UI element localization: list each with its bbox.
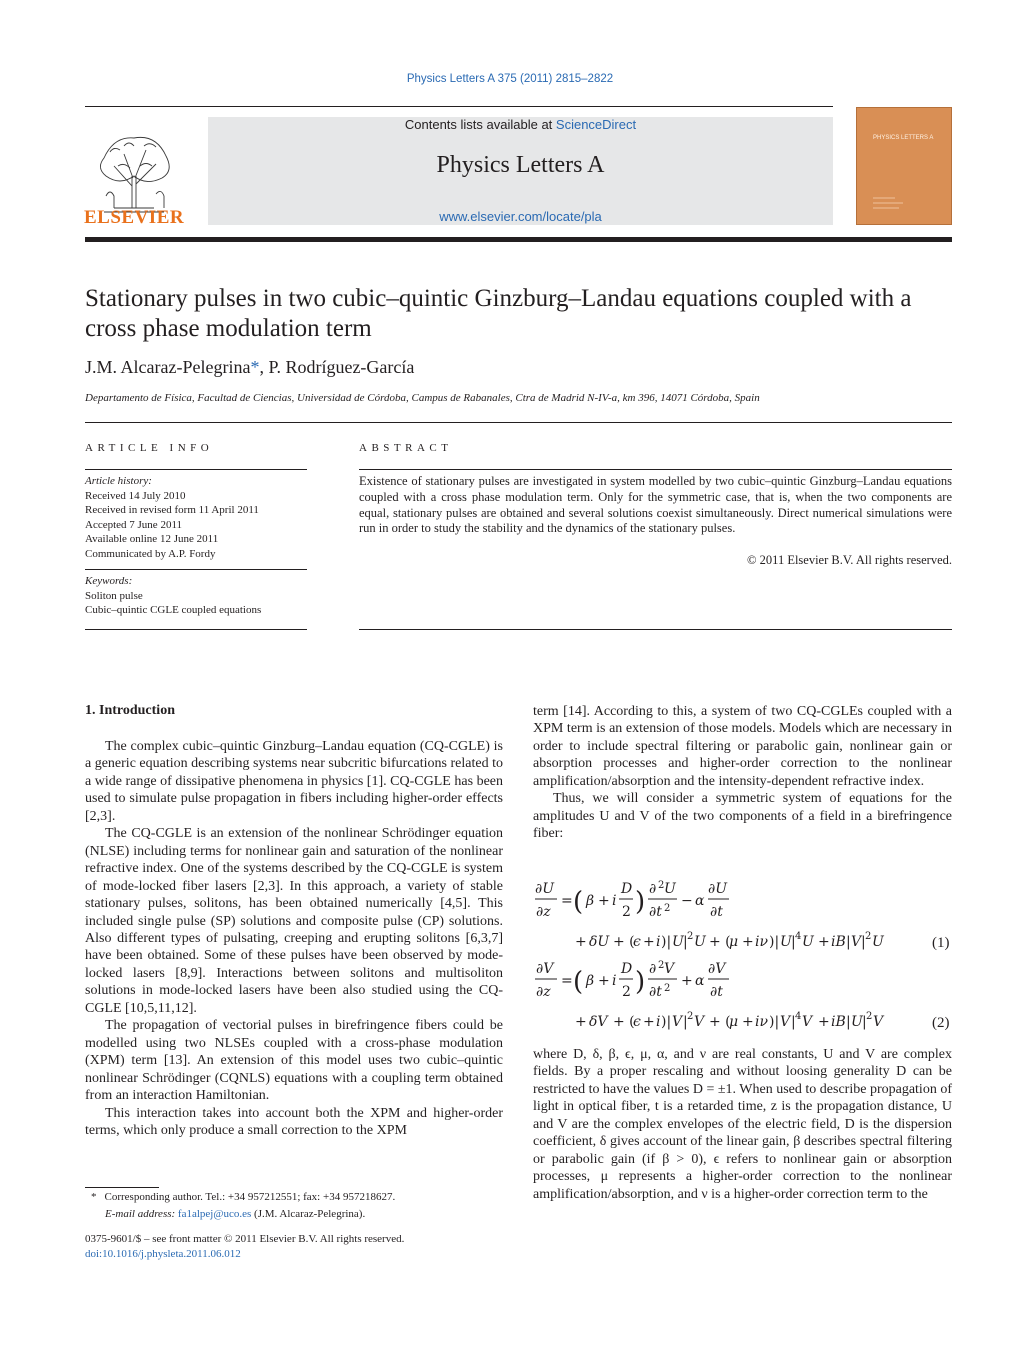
- svg-text:(: (: [573, 887, 584, 917]
- svg-text:+: +: [818, 934, 830, 950]
- svg-text:|: |: [683, 934, 688, 950]
- svg-text:∂V: ∂V: [708, 961, 726, 977]
- right-column-bottom: [533, 1046, 952, 1203]
- article-title: Stationary pulses in two cubic–quintic Ginzburg–Landau equations coupled with a cross phase modulation term: [85, 285, 912, 342]
- svg-text:): ): [635, 887, 646, 917]
- svg-text:V: V: [802, 1014, 813, 1030]
- svg-text:∂t: ∂t: [649, 984, 662, 1000]
- keyword: Soliton pulse: [85, 589, 143, 602]
- right-column-top: [533, 703, 952, 843]
- footnote-mark: *: [91, 1191, 97, 1203]
- divider: [85, 569, 307, 570]
- svg-text:i: i: [656, 1014, 661, 1030]
- abstract-heading: ABSTRACT: [359, 442, 453, 454]
- svg-text:2: 2: [664, 983, 671, 994]
- svg-text:V: V: [694, 1014, 705, 1030]
- svg-text:=: =: [561, 893, 573, 909]
- svg-text:+: +: [575, 1014, 587, 1030]
- svg-text:2: 2: [622, 984, 631, 1000]
- equation-1: [533, 878, 953, 960]
- journal-reference[interactable]: Physics Letters A 375 (2011) 2815–2822: [406, 73, 614, 85]
- paragraph: This interaction takes into account both the XPM and higher-order terms, which only produce a small correction to the XPM: [85, 1105, 503, 1138]
- svg-text:−: −: [681, 893, 693, 909]
- history-item: Received in revised form 11 April 2011: [85, 504, 259, 516]
- svg-text:)|: )|: [769, 934, 780, 950]
- svg-text:U: U: [694, 934, 706, 950]
- paragraph: where D, δ, β, ϵ, μ, α, and ν are real constants, U and V are complex fields. By a proper rescaling and without loosing generality D can be restricted to have the values D = ±1. When used to describe propagation of light in optical fiber, t is a retarded time, z is the propagation distance, U and V are the complex envelopes of the electric field, D is the dispersion coefficient, δ gives account of the linear gain, β describes spectral filtering or parabolic gain (if β > 0), ϵ refers to nonlinear gain or absorption processes, μ represents a higher-order correction to the nonlinear amplification/absorption, and ν is a higher-order correction term to the: [533, 1047, 952, 1202]
- svg-text:U: U: [780, 934, 792, 950]
- svg-text:|: |: [791, 1014, 796, 1030]
- svg-text:i: i: [612, 893, 617, 909]
- svg-text:δV: δV: [589, 1014, 608, 1030]
- history-label: Article history:: [85, 475, 152, 487]
- svg-text:+: +: [742, 1014, 754, 1030]
- svg-text:=: =: [561, 973, 573, 989]
- keywords-label: Keywords:: [85, 575, 133, 587]
- svg-text:V: V: [851, 934, 862, 950]
- author-name[interactable]: J.M. Alcaraz-Pelegrina: [85, 357, 251, 377]
- svg-text:)|: )|: [661, 934, 672, 950]
- svg-text:ϵ: ϵ: [633, 1014, 641, 1030]
- svg-text:+: +: [575, 934, 587, 950]
- author-list: [85, 357, 414, 378]
- svg-text:+: +: [643, 1014, 655, 1030]
- svg-text:(: (: [573, 967, 584, 997]
- front-matter-info: [85, 1232, 404, 1261]
- paragraph: Thus, we will consider a symmetric system of equations for the amplitudes U and V of the two components of a field in a birefringence fiber:: [533, 791, 952, 842]
- divider: [359, 629, 952, 630]
- paragraph: The complex cubic–quintic Ginzburg–Landau equation (CQ-CGLE) is a generic equation describing systems near subcritic bifurcations related to a wide range of dissipative phenomena in physics [1]. CQ-CGLE has been used to simulate pulse propagation in fibers including higher-order effects [2,3].: [85, 739, 503, 824]
- corresponding-author-mark[interactable]: *: [250, 357, 260, 377]
- svg-text:+: +: [598, 973, 610, 989]
- doi-link[interactable]: doi:10.1016/j.physleta.2011.06.012: [85, 1247, 241, 1260]
- article-history: [85, 474, 259, 561]
- email-suffix: (J.M. Alcaraz-Pelegrina).: [251, 1207, 366, 1220]
- svg-text:U: U: [872, 934, 884, 950]
- svg-text:∂: ∂: [649, 961, 657, 977]
- footnote-contact: Corresponding author. Tel.: +34 957212551; fax: +34 957218627.: [104, 1191, 396, 1203]
- svg-text:|: |: [862, 1014, 867, 1030]
- header-top-rule: [85, 106, 833, 107]
- divider: [85, 422, 952, 423]
- equation-number: (1): [932, 935, 950, 951]
- paragraph: term [14]. According to this, a system of two CQ-CGLEs coupled with a XPM term is an extension of those models. Models which are necessary in order to include spectral filtering or parabolic gain, nonlinear gain or absorption processes and higher-order correction to the nonlinear amplification/absorption and the intensity-dependent refractive index.: [533, 704, 952, 789]
- svg-text:2: 2: [664, 903, 671, 914]
- equation-number: (2): [932, 1015, 950, 1031]
- history-item: Available online 12 June 2011: [85, 533, 219, 545]
- footnote-email-line: [85, 1206, 505, 1223]
- footnote: [85, 1189, 505, 1222]
- footnote-rule: [85, 1187, 159, 1188]
- svg-text:+ (: + (: [709, 1014, 731, 1030]
- svg-text:∂z: ∂z: [536, 904, 551, 920]
- svg-text:+ (: + (: [709, 934, 731, 950]
- header-thick-rule: [85, 237, 952, 242]
- svg-text:δU: δU: [589, 934, 610, 950]
- svg-text:|: |: [791, 934, 796, 950]
- history-item: Received 14 July 2010: [85, 489, 186, 502]
- svg-text:)|: )|: [661, 1014, 672, 1030]
- svg-text:): ): [635, 967, 646, 997]
- contents-line: [208, 117, 833, 132]
- cover-title: PHYSICS LETTERS A: [873, 135, 934, 141]
- cover-text-lines: [873, 195, 913, 215]
- svg-text:∂t: ∂t: [710, 984, 723, 1000]
- issn-line: 0375-9601/$ – see front matter © 2011 Elsevier B.V. All rights reserved.: [85, 1233, 405, 1245]
- paragraph: The CQ-CGLE is an extension of the nonlinear Schrödinger equation (NLSE) including terms for nonlinear gain and saturation of the nonlinear refractive index. One of the systems described by the CQ-CGLE is system of mode-locked fiber lasers [2,3]. In this approach, a variety of stable stationary pulses, solitons, has been obtained numerically [4,5]. This included single pulse (SP) solutions and composite pulse (CP) solutions. Also different types of pulsating, creeping and erupting solitons [6,3,7] have been obtained. Some of these pulses have been observed by mode-locked lasers [8,9]. Interactions between solitons and multisoliton solutions in mode-locked lasers have been also studied using the CQ-CGLE [10,5,11,12].: [85, 826, 503, 1016]
- svg-text:∂: ∂: [649, 881, 657, 897]
- svg-text:+: +: [818, 1014, 830, 1030]
- svg-text:2: 2: [865, 931, 872, 942]
- svg-text:U: U: [802, 934, 814, 950]
- svg-text:+: +: [598, 893, 610, 909]
- svg-text:U: U: [664, 881, 676, 897]
- svg-text:|: |: [683, 1014, 688, 1030]
- email-link[interactable]: fa1alpej@uco.es: [177, 1207, 252, 1220]
- svg-text:iB: iB: [831, 1014, 846, 1030]
- history-item: Accepted 7 June 2011: [85, 518, 183, 531]
- svg-text:V: V: [664, 961, 675, 977]
- svg-text:μ: μ: [729, 1014, 739, 1030]
- svg-text:V: V: [873, 1014, 884, 1030]
- svg-text:α: α: [695, 893, 705, 909]
- svg-text:μ: μ: [729, 934, 739, 950]
- svg-text:iν: iν: [755, 1014, 768, 1030]
- history-item: Communicated by A.P. Fordy: [85, 547, 216, 560]
- svg-text:2: 2: [687, 1011, 694, 1022]
- svg-text:∂V: ∂V: [536, 961, 554, 977]
- svg-text:D: D: [621, 881, 633, 897]
- section-heading: 1. Introduction: [85, 703, 175, 718]
- author-separator: ,: [259, 357, 269, 377]
- footnote-line: [85, 1189, 505, 1206]
- svg-text:2: 2: [658, 880, 665, 891]
- sciencedirect-link[interactable]: ScienceDirect: [555, 117, 637, 132]
- equation-2: [533, 958, 953, 1040]
- svg-text:i: i: [656, 934, 661, 950]
- svg-text:U: U: [672, 934, 684, 950]
- svg-text:|: |: [846, 1014, 851, 1030]
- svg-text:∂U: ∂U: [535, 881, 555, 897]
- svg-text:V: V: [672, 1014, 683, 1030]
- svg-text:i: i: [612, 973, 617, 989]
- svg-text:+: +: [681, 973, 693, 989]
- svg-text:β: β: [586, 973, 595, 989]
- svg-text:4: 4: [795, 1011, 802, 1022]
- svg-text:∂t: ∂t: [710, 904, 723, 920]
- svg-text:iB: iB: [831, 934, 846, 950]
- svg-text:α: α: [695, 973, 705, 989]
- divider: [85, 469, 307, 470]
- svg-text:2: 2: [658, 960, 665, 971]
- journal-url-link[interactable]: www.elsevier.com/locate/pla: [439, 209, 602, 224]
- keyword: Cubic–quintic CGLE coupled equations: [85, 604, 262, 616]
- svg-text:D: D: [621, 961, 633, 977]
- paragraph: The propagation of vectorial pulses in birefringence fibers could be modelled using two NLSEs coupled with a cross-phase modulation (XPM) term [13]. An extension of this model uses two cubic–quintic nonlinear Schrödinger (CQNLS) equations with a coupling term obtained from an interaction Hamiltonian.: [85, 1018, 503, 1104]
- svg-text:∂z: ∂z: [536, 984, 551, 1000]
- svg-text:4: 4: [795, 931, 802, 942]
- journal-title: Physics Letters A: [436, 152, 605, 178]
- affiliation: Departamento de Física, Facultad de Ciencias, Universidad de Córdoba, Campus de Rabanales, Ctra de Madrid N-IV-a, km 396, 14071 Córdoba, Spain: [85, 392, 760, 404]
- left-column: [85, 738, 503, 1139]
- svg-text:V: V: [780, 1014, 791, 1030]
- svg-text:|: |: [846, 934, 851, 950]
- email-label: E-mail address:: [105, 1207, 178, 1220]
- svg-text:∂t: ∂t: [649, 904, 662, 920]
- author-name[interactable]: P. Rodríguez-García: [268, 357, 415, 377]
- svg-text:)|: )|: [769, 1014, 780, 1030]
- abstract-copyright: © 2011 Elsevier B.V. All rights reserved.: [747, 553, 952, 567]
- svg-text:2: 2: [622, 904, 631, 920]
- abstract-text: Existence of stationary pulses are investigated in system modelled by two cubic–quintic Ginzburg–Landau equations coupled with a cross phase modulation term. Only for the symmetric case, that is, when the two components are equal, stationary pulses are obtained and several solutions coexist simultaneously. Direct numerical simulations were run in order to study the stability and the dynamics of the stationary pulses.: [359, 474, 952, 536]
- svg-text:2: 2: [687, 931, 694, 942]
- divider: [85, 629, 307, 630]
- contents-prefix: Contents lists available at: [404, 117, 556, 132]
- svg-text:β: β: [586, 893, 595, 909]
- svg-text:+ (: + (: [613, 1014, 635, 1030]
- svg-text:2: 2: [866, 1011, 873, 1022]
- svg-text:U: U: [851, 1014, 863, 1030]
- svg-text:|: |: [861, 934, 866, 950]
- divider: [359, 469, 952, 470]
- svg-text:∂U: ∂U: [708, 881, 728, 897]
- article-info-heading: ARTICLE INFO: [85, 442, 214, 454]
- svg-text:+ (: + (: [613, 934, 635, 950]
- svg-text:+: +: [742, 934, 754, 950]
- svg-text:iν: iν: [755, 934, 768, 950]
- elsevier-wordmark: ELSEVIER: [84, 207, 185, 228]
- svg-text:+: +: [643, 934, 655, 950]
- svg-text:ϵ: ϵ: [633, 934, 641, 950]
- keywords: [85, 574, 261, 618]
